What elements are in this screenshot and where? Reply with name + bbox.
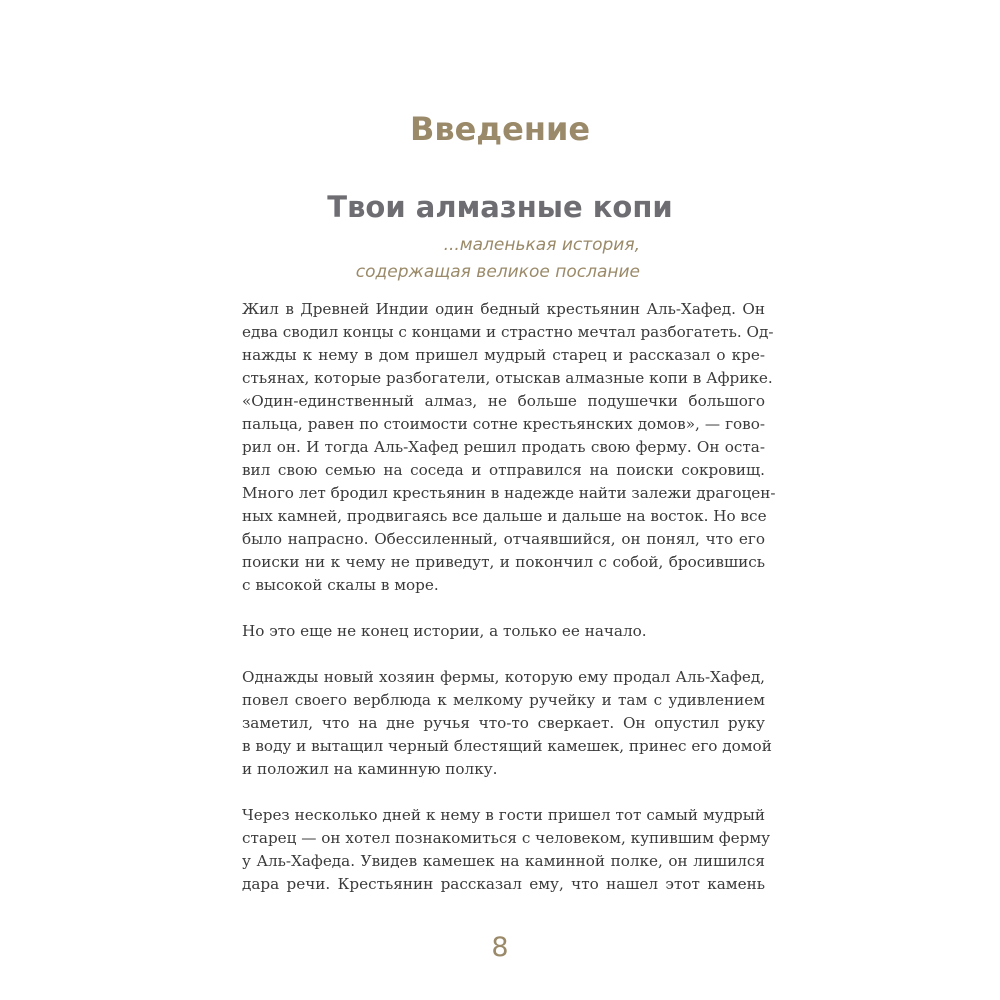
text-line: в воду и вытащил черный блестящий камешек, принес его домой <box>242 737 772 755</box>
text-line: Через несколько дней к нему в гости пришел тот самый мудрый <box>242 806 765 824</box>
text-line: поиски ни к чему не приведут, и покончил с собой, бросившись <box>242 553 765 571</box>
text-line: Жил в Древней Индии один бедный крестьянин Аль-Хафед. Он <box>242 300 765 318</box>
epigraph-line: ...маленькая история, <box>443 235 640 255</box>
text-line: Много лет бродил крестьянин в надежде найти залежи драгоцен- <box>242 484 776 502</box>
chapter-title: Твои алмазные копи <box>327 190 673 224</box>
paragraph <box>242 298 776 597</box>
page-number: 8 <box>491 932 509 963</box>
text-line: повел своего верблюда к мелкому ручейку и там с удивлением <box>242 691 765 709</box>
section-title: Введение <box>409 110 591 148</box>
text-line: стьянах, которые разбогатели, отыскав алмазные копи в Африке. <box>242 369 773 387</box>
text-line: было напрасно. Обессиленный, отчаявшийся, он понял, что его <box>242 530 765 548</box>
epigraph-line: содержащая великое послание <box>355 262 640 282</box>
paragraph <box>242 804 771 896</box>
epigraph <box>300 232 640 286</box>
text-line: Однажды новый хозяин фермы, которую ему продал Аль-Хафед, <box>242 668 765 686</box>
text-line: старец — он хотел познакомиться с человеком, купившим ферму <box>242 829 771 847</box>
text-line: нажды к нему в дом пришел мудрый старец и рассказал о кре- <box>242 346 765 364</box>
text-line: ных камней, продвигаясь все дальше и дальше на восток. Но все <box>242 507 767 525</box>
text-line: пальца, равен по стоимости сотне крестьянских домов», — гово- <box>242 415 765 433</box>
text-line: с высокой скалы в море. <box>242 576 439 594</box>
paragraph <box>242 620 765 643</box>
text-line: и положил на каминную полку. <box>242 760 498 778</box>
body-text <box>242 298 776 919</box>
text-line: Но это еще не конец истории, а только ее начало. <box>242 622 647 640</box>
paragraph <box>242 666 772 781</box>
text-line: вил свою семью на соседа и отправился на поиски сокровищ. <box>242 461 765 479</box>
text-line: дара речи. Крестьянин рассказал ему, что нашел этот камень <box>242 875 765 893</box>
text-line: заметил, что на дне ручья что-то сверкает. Он опустил руку <box>242 714 765 732</box>
text-line: рил он. И тогда Аль-Хафед решил продать свою ферму. Он оста- <box>242 438 765 456</box>
text-line: у Аль-Хафеда. Увидев камешек на каминной полке, он лишился <box>242 852 765 870</box>
text-line: «Один-единственный алмаз, не больше подушечки большого <box>242 392 765 410</box>
text-line: едва сводил концы с концами и страстно мечтал разбогатеть. Од- <box>242 323 774 341</box>
